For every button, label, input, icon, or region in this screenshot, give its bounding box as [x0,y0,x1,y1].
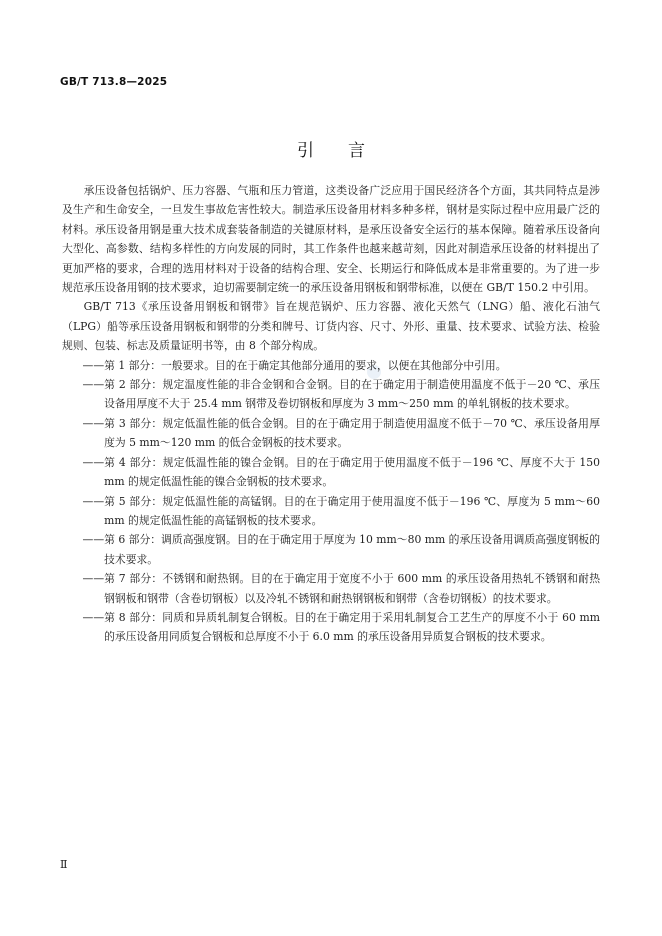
title-char-1: 引 [297,141,314,161]
list-item [62,569,600,608]
paragraph-1: 承压设备包括锅炉、压力容器、气瓶和压力管道，这类设备广泛应用于国民经济各个方面，其共同特点是涉及生产和生命安全，一旦发生事故危害性较大。制造承压设备用材料多种多样，钢材是实际过程中应用最广泛的材料。承压设备用钢是重大技术成套装备制造的关键原材料，是承压设备安全运行的基本保障。随着承压设备向大型化、高参数、结构多样性的方向发展的同时，其工作条件也越来越苛刻，因此对制造承压设备的材料提出了更加严格的要求，合理的选用材料对于设备的结构合理、安全、长期运行和降低成本是非常重要的。为了进一步规范承压设备用钢的技术要求，迫切需要制定统一的承压设备用钢板和钢带标准，以便在 GB/T 150.2 中引用。 [62,184,600,295]
list-item-text: 第 7 部分：不锈钢和耐热钢。目的在于确定用于宽度不小于 600 mm 的承压设备用热轧不锈钢和耐热钢钢板和钢带（含卷切钢板）以及冷轧不锈钢和耐热钢钢板和钢带（含卷切钢板）的技术要求。 [104,572,600,605]
list-item-text: 第 4 部分：规定低温性能的镍合金钢。目的在于确定用于使用温度不低于－196 ℃、厚度不大于 150 mm 的规定低温性能的镍合金钢板的技术要求。 [104,455,600,489]
list-item-text: 第 8 部分：同质和异质轧制复合钢板。目的在于确定用于采用轧制复合工艺生产的厚度不小于 60 mm 的承压设备用同质复合钢板和总厚度不小于 6.0 mm 的承压设备用异质复合钢板的技术要求。 [104,610,600,644]
list-item [62,414,600,453]
list-item [62,492,600,531]
list-item [62,530,600,569]
list-item-text: 第 6 部分：调质高强度钢。目的在于确定用于厚度为 10 mm～80 mm 的承压设备用调质高强度钢板的技术要求。 [104,533,600,566]
page-title [0,136,662,161]
list-dash: —— [82,494,105,508]
list-item-text: 第 1 部分：一般要求。目的在于确定其他部分通用的要求，以便在其他部分中引用。 [104,358,507,372]
list-item [62,356,600,375]
page-number: Ⅱ [60,858,68,871]
standard-code: GB/T 713.8—2025 [60,76,168,88]
title-char-2: 言 [348,141,365,161]
list-item-text: 第 2 部分：规定温度性能的非合金钢和合金钢。目的在于确定用于制造使用温度不低于－20 ℃、承压设备用厚度不大于 25.4 mm 钢带及卷切钢板和厚度为 3 mm～250 mm 的单轧钢板的技术要求。 [104,378,600,411]
list-dash: —— [82,455,105,469]
list-item [62,453,600,492]
list-dash: —— [82,572,105,586]
list-item [62,608,600,647]
list-dash: —— [82,378,105,392]
list-dash: —— [82,416,105,430]
list-dash: —— [82,533,105,547]
list-item-text: 第 3 部分：规定低温性能的低合金钢。目的在于确定用于制造使用温度不低于－70 ℃、承压设备用厚度为 5 mm～120 mm 的低合金钢板的技术要求。 [104,416,600,450]
list-item [62,375,600,414]
list-item-text: 第 5 部分：规定低温性能的高锰钢。目的在于确定用于使用温度不低于－196 ℃、厚度为 5 mm～60 mm 的规定低温性能的高锰钢板的技术要求。 [104,494,600,527]
list-dash: —— [82,358,105,372]
list-dash: —— [82,610,105,624]
paragraph-2: GB/T 713《承压设备用钢板和钢带》旨在规范锅炉、压力容器、液化天然气（LNG）船、液化石油气（LPG）船等承压设备用钢板和钢带的分类和牌号、订货内容、尺寸、外形、重量、技术要求、试验方法、检验规则、包装、标志及质量证明书等，由 8 个部分构成。 [62,300,600,353]
introduction-body [62,181,600,647]
